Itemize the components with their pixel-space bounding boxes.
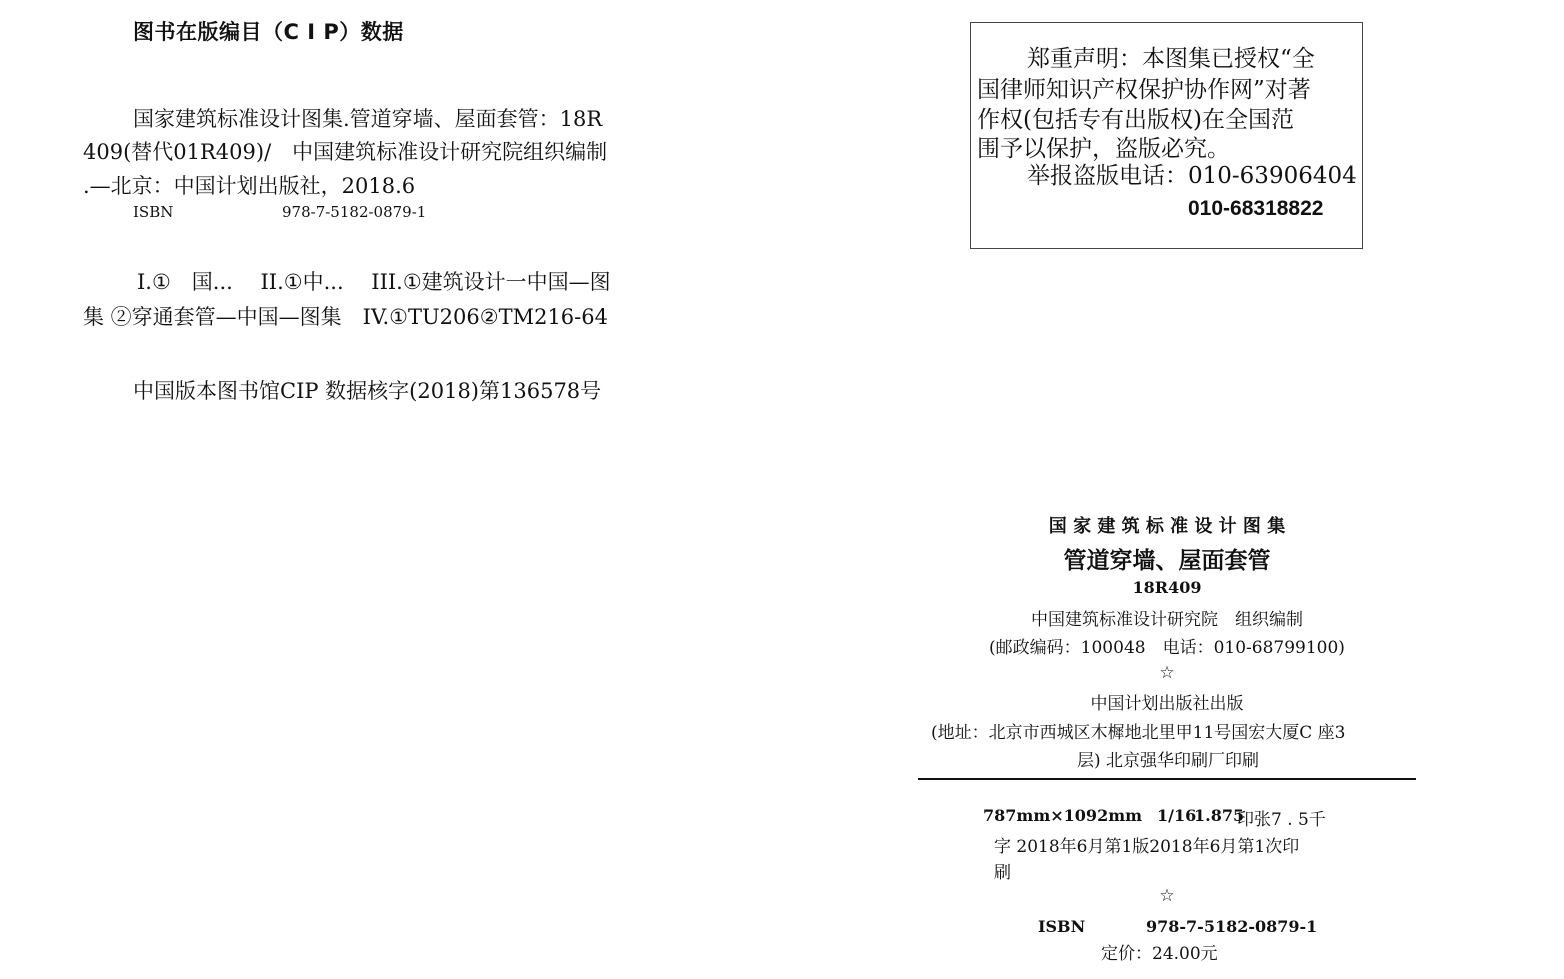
book-code: 18R409 [1132, 578, 1202, 597]
address-line-2: 层) 北京强华印刷厂印刷 [1077, 751, 1260, 771]
star-divider-2: ☆ [1159, 886, 1175, 906]
cip-isbn-value: 978-7-5182-0879-1 [282, 203, 427, 221]
notice-line-5: 举报盗版电话：010-63906404 [1027, 163, 1357, 189]
cip-library-number: 中国版本图书馆CIP 数据核字(2018)第136578号 [133, 379, 602, 403]
notice-line-3: 作权(包括专有出版权)在全国范 [977, 107, 1294, 133]
edition-line-2: 刷 [994, 863, 1011, 883]
cip-classification-1: I.① 国... II.①中... III.①建筑设计一中国—图 [137, 270, 611, 294]
cip-line-1: 国家建筑标准设计图集.管道穿墙、屋面套管：18R [133, 107, 603, 131]
sheets-count: 1.875 [1194, 806, 1245, 825]
book-title: 管道穿墙、屋面套管 [1063, 548, 1271, 574]
cip-line-2: 409(替代01R409)/ 中国建筑标准设计研究院组织编制 [83, 140, 608, 164]
notice-line-1: 郑重声明：本图集已授权“全 [1027, 46, 1315, 72]
editor-line: 中国建筑标准设计研究院 组织编制 [1031, 610, 1303, 630]
format-size: 787mm×1092mm [983, 806, 1143, 825]
copyright-isbn-label: ISBN [1038, 917, 1086, 936]
cip-classification-2: 集 ②穿通套管—中国—图集 IV.①TU206②TM216-64 [83, 305, 608, 329]
notice-phone-2: 010-68318822 [1188, 197, 1324, 220]
price: 定价：24.00元 [1101, 944, 1218, 964]
cip-isbn-label: ISBN [133, 203, 174, 221]
copyright-isbn-value: 978-7-5182-0879-1 [1146, 917, 1318, 936]
publisher-line: 中国计划出版社出版 [1090, 694, 1244, 714]
contact-line: (邮政编码：100048 电话：010-68799100) [989, 638, 1345, 658]
horizontal-rule [918, 778, 1416, 780]
series-title: 国 家 建 筑 标 准 设 计 图 集 [1048, 516, 1286, 537]
sheets-and-words: 印张7 . 5千 [1237, 810, 1326, 830]
notice-line-2: 国律师知识产权保护协作网”对著 [977, 77, 1311, 103]
edition-line-1: 字 2018年6月第1版2018年6月第1次印 [994, 837, 1300, 857]
notice-line-4: 围予以保护，盗版必究。 [977, 136, 1230, 162]
cip-title: 图书在版编目（C I P）数据 [133, 20, 404, 44]
cip-line-3: .—北京：中国计划出版社，2018.6 [83, 174, 416, 198]
star-divider-1: ☆ [1159, 663, 1175, 683]
address-line-1: (地址：北京市西城区木樨地北里甲11号国宏大厦C 座3 [931, 723, 1346, 743]
format-sheet: 1/16 [1157, 806, 1197, 825]
